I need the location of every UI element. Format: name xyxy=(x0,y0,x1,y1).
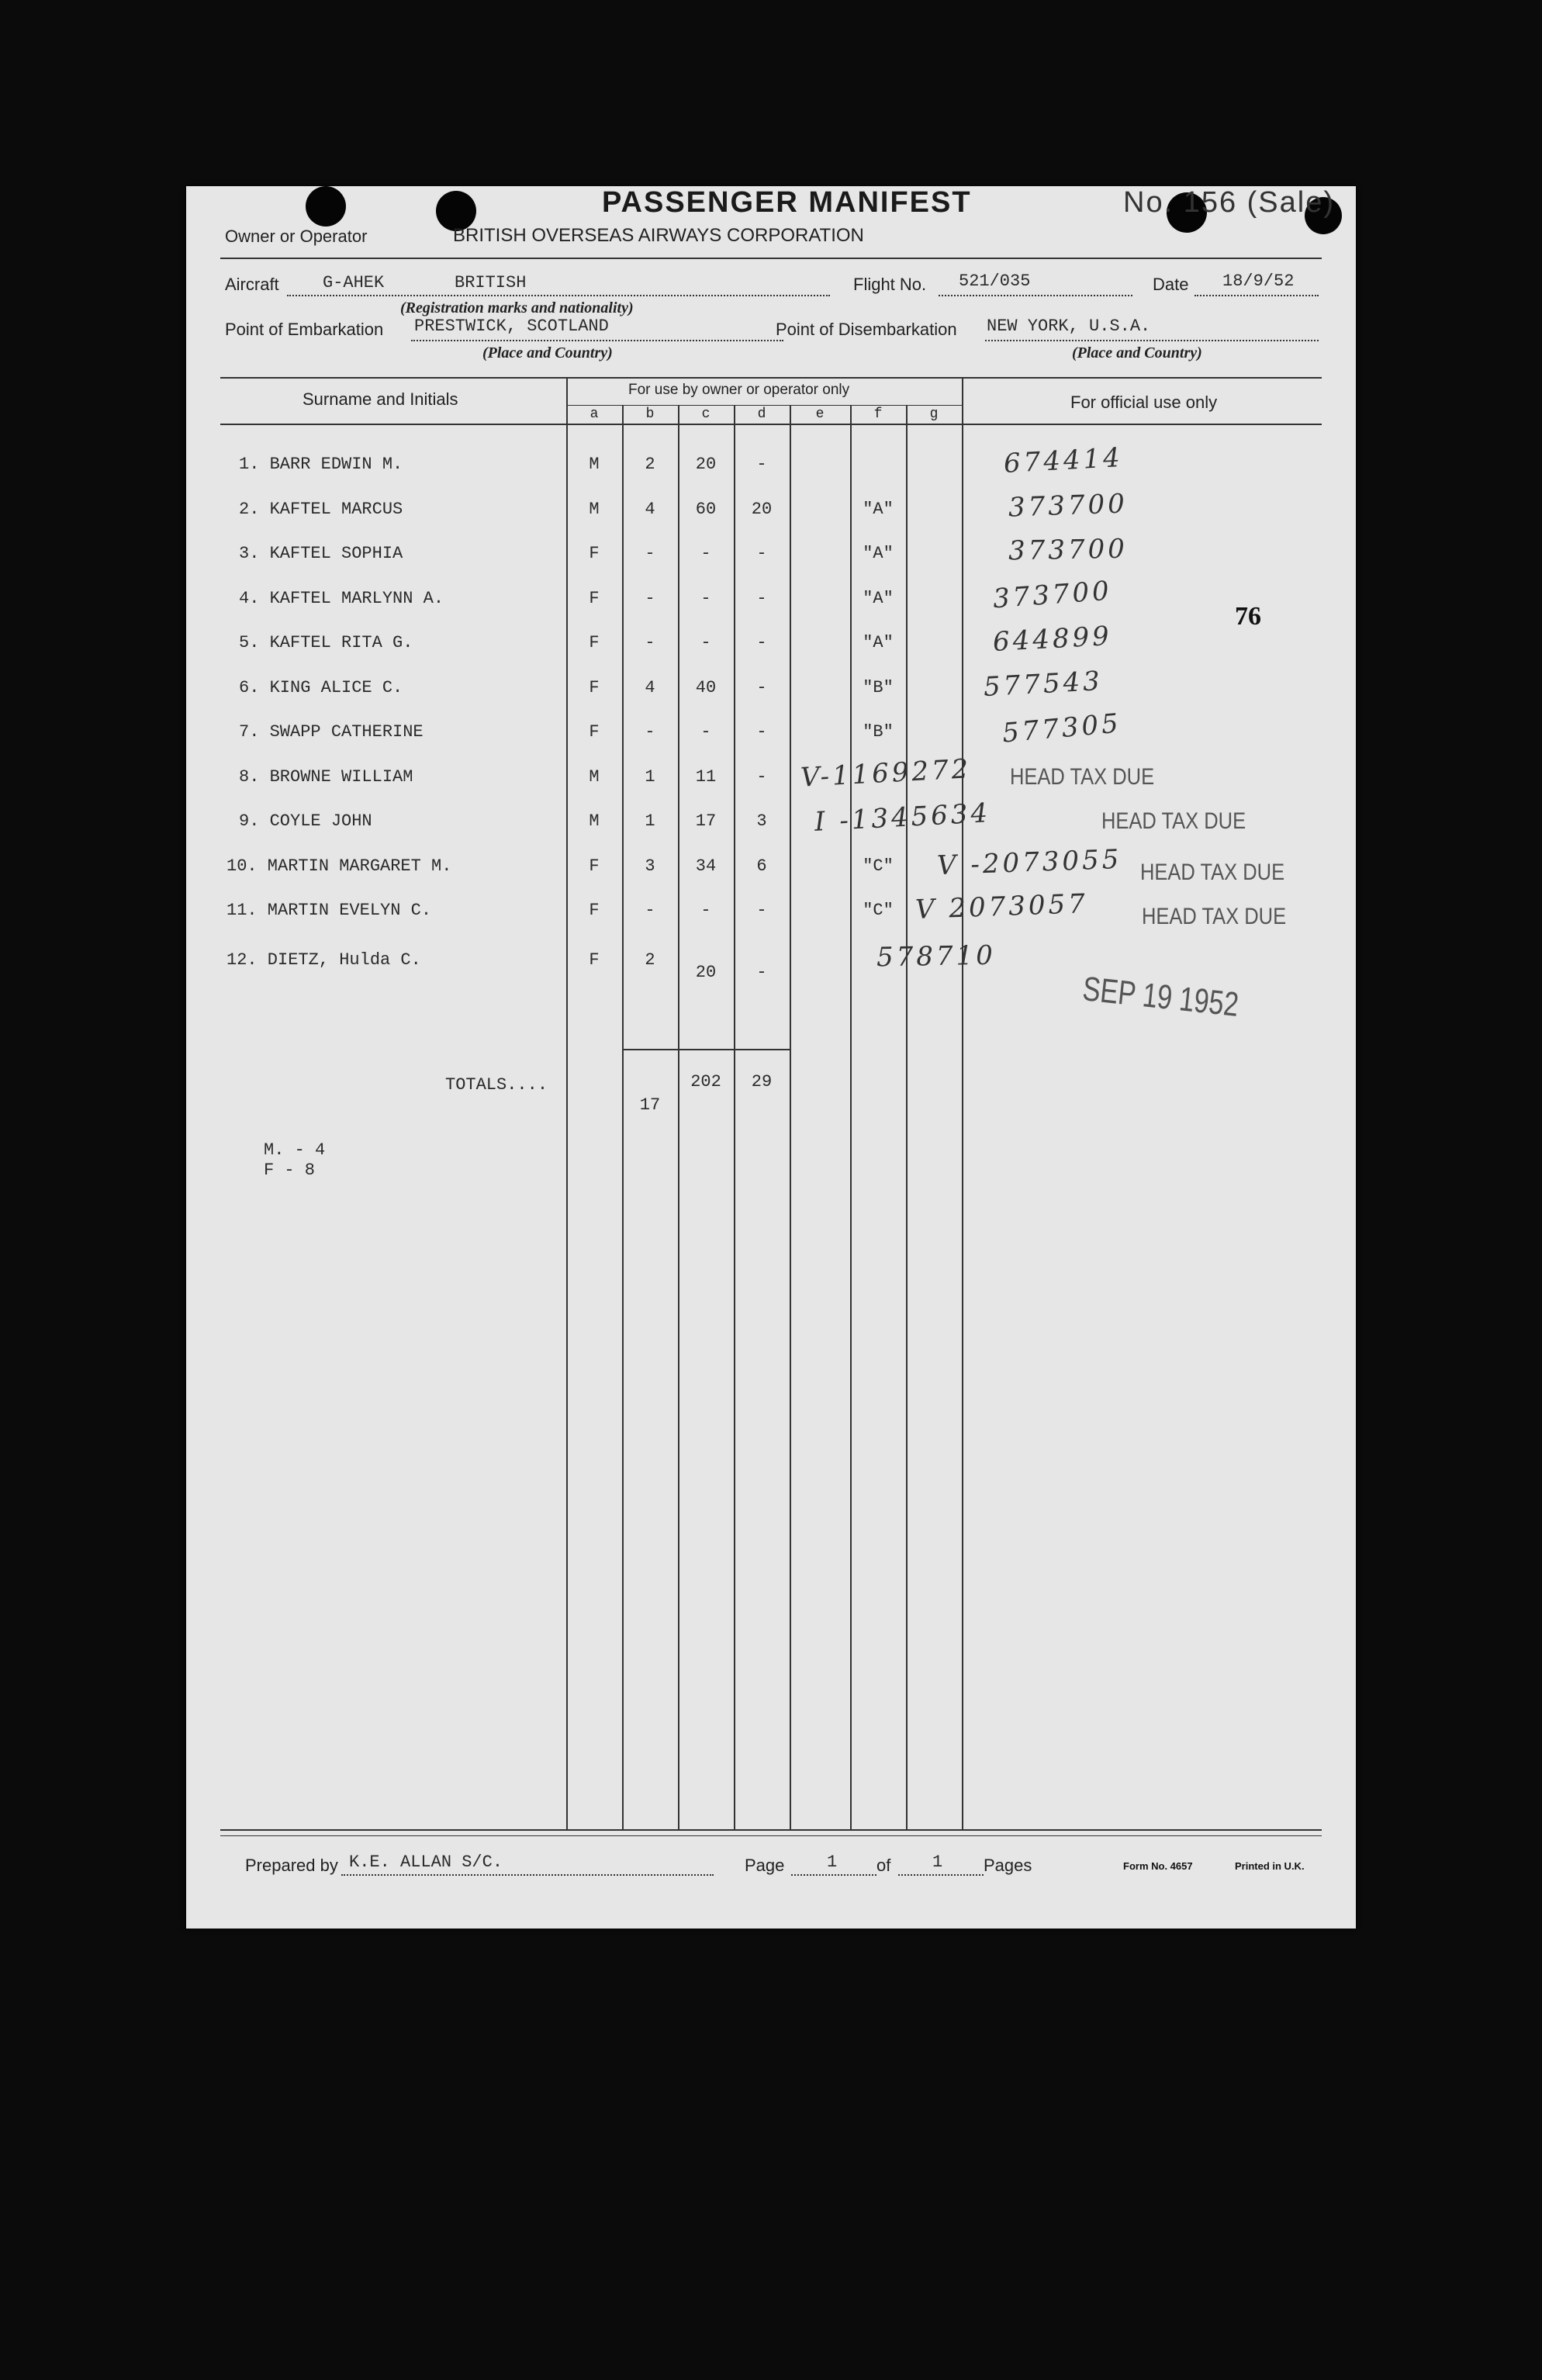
cell-a: M xyxy=(589,766,600,787)
form-number: Form No. 4657 xyxy=(1123,1860,1193,1872)
cell-c: 11 xyxy=(695,766,717,787)
cell-d: - xyxy=(756,588,767,608)
cell-a: F xyxy=(589,588,600,608)
of-value: 1 xyxy=(932,1852,943,1872)
cell-b: - xyxy=(645,633,655,652)
cell-f: "A" xyxy=(863,588,894,608)
official-handwritten-number: 674414 xyxy=(1003,442,1124,479)
female-count: F - 8 xyxy=(264,1161,316,1180)
cell-c: 34 xyxy=(695,856,717,876)
cell-d: - xyxy=(756,544,767,563)
cell-a: F xyxy=(589,856,600,876)
cell-d: - xyxy=(756,901,767,920)
passenger-name: 9. COYLE JOHN xyxy=(239,811,372,831)
total-d: 29 xyxy=(751,1072,773,1091)
passenger-name: 12. DIETZ, Hulda C. xyxy=(226,950,421,970)
head-tax-due-stamp: HEAD TAX DUE xyxy=(1140,859,1285,885)
cell-f: "A" xyxy=(863,499,894,519)
passenger-name: 8. BROWNE WILLIAM xyxy=(239,766,413,787)
cell-a: F xyxy=(589,544,600,563)
passenger-name: 1. BARR EDWIN M. xyxy=(239,455,403,474)
col-line-b xyxy=(622,405,624,1829)
official-handwritten-number: 373700 xyxy=(1008,533,1129,567)
cell-a: M xyxy=(589,811,600,831)
head-tax-due-stamp: HEAD TAX DUE xyxy=(1142,904,1287,929)
cell-a: F xyxy=(589,633,600,652)
of-line xyxy=(898,1874,984,1876)
cell-b: 4 xyxy=(645,499,655,519)
aircraft-line xyxy=(287,295,830,296)
table-header-rule xyxy=(220,424,1322,425)
aircraft-label: Aircraft xyxy=(225,275,279,294)
official-handwritten-number: 373700 xyxy=(1008,487,1129,524)
col-header-c: c xyxy=(701,406,710,422)
cell-c: - xyxy=(700,633,711,652)
cell-c: 40 xyxy=(695,677,717,697)
footer-rule xyxy=(220,1835,1322,1836)
col-line-f xyxy=(850,405,852,1829)
cell-a: F xyxy=(589,677,600,697)
total-c: 202 xyxy=(690,1072,721,1091)
cell-b: - xyxy=(645,544,655,563)
embark-note: (Place and Country) xyxy=(482,344,613,361)
prepared-value: K.E. ALLAN S/C. xyxy=(349,1852,503,1872)
pages-label: Pages xyxy=(984,1856,1032,1875)
flight-line xyxy=(939,295,1132,296)
total-b: 17 xyxy=(639,1095,661,1115)
aircraft-nationality: BRITISH xyxy=(455,273,527,292)
passenger-name: 7. SWAPP CATHERINE xyxy=(239,722,424,742)
cell-b: - xyxy=(645,901,655,920)
male-count: M. - 4 xyxy=(264,1140,326,1160)
cell-d: 20 xyxy=(751,499,773,519)
cell-c: 60 xyxy=(695,499,717,519)
cell-d: 6 xyxy=(756,856,767,876)
cell-f: "C" xyxy=(863,856,894,876)
cell-b: - xyxy=(645,722,655,742)
disembark-label: Point of Disembarkation xyxy=(776,320,957,339)
cell-f: "A" xyxy=(863,633,894,652)
embark-value: PRESTWICK, SCOTLAND xyxy=(414,317,609,336)
passenger-name: 4. KAFTEL MARLYNN A. xyxy=(239,588,444,608)
official-header: For official use only xyxy=(1070,393,1218,412)
printed-note: Printed in U.K. xyxy=(1235,1860,1305,1872)
cell-a: M xyxy=(589,455,600,474)
official-handwritten-number: 373700 xyxy=(991,575,1114,614)
cell-d: - xyxy=(756,722,767,742)
col-header-b: b xyxy=(645,406,655,422)
disembark-line xyxy=(985,340,1319,341)
cell-b: 3 xyxy=(645,856,655,876)
cell-c: - xyxy=(700,722,711,742)
col-line-d xyxy=(734,405,735,1829)
official-handwritten-number: 644899 xyxy=(992,621,1113,658)
cell-c: 20 xyxy=(695,962,717,982)
date-value: 18/9/52 xyxy=(1222,272,1295,291)
cell-d: 3 xyxy=(756,811,767,831)
totals-rule xyxy=(622,1049,790,1050)
col-line-c xyxy=(678,405,679,1829)
cell-f: "B" xyxy=(863,722,894,742)
side-number: 76 xyxy=(1235,602,1261,631)
col-line-official xyxy=(962,379,963,1829)
embark-line xyxy=(411,340,783,341)
cell-d: - xyxy=(756,766,767,787)
page-title: PASSENGER MANIFEST xyxy=(602,186,972,219)
head-tax-due-stamp: HEAD TAX DUE xyxy=(1101,808,1246,834)
date-line xyxy=(1195,295,1319,296)
disembark-note: (Place and Country) xyxy=(1072,344,1202,361)
cell-d: - xyxy=(756,633,767,652)
col-header-a: a xyxy=(589,406,599,422)
cell-c: - xyxy=(700,901,711,920)
cell-f: "C" xyxy=(863,901,894,920)
official-handwritten-number: V -2073055 xyxy=(936,843,1122,881)
col-header-g: g xyxy=(929,406,939,422)
official-handwritten-number: V-1169272 xyxy=(800,752,973,794)
cell-b: 2 xyxy=(645,455,655,474)
passenger-name: 10. MARTIN MARGARET M. xyxy=(226,856,452,876)
passenger-name: 2. KAFTEL MARCUS xyxy=(239,499,403,519)
official-handwritten-number: V 2073057 xyxy=(914,888,1089,925)
cell-d: - xyxy=(756,962,767,982)
cell-b: 1 xyxy=(645,766,655,787)
manifest-number: No. 156 (Sale) xyxy=(1123,186,1336,219)
owner-label: Owner or Operator xyxy=(225,227,368,246)
col-header-e: e xyxy=(815,406,825,422)
cell-d: - xyxy=(756,677,767,697)
passenger-name: 5. KAFTEL RITA G. xyxy=(239,633,413,652)
table-top-rule xyxy=(220,377,1322,379)
passenger-name: 6. KING ALICE C. xyxy=(239,677,403,697)
manifest-sheet xyxy=(186,186,1356,1929)
page-value: 1 xyxy=(827,1852,838,1872)
cell-a: M xyxy=(589,499,600,519)
cell-c: - xyxy=(700,544,711,563)
flight-label: Flight No. xyxy=(853,275,927,294)
cell-f: "A" xyxy=(863,544,894,563)
col-header-f: f xyxy=(873,406,883,422)
punch-hole-left xyxy=(306,186,346,227)
cell-c: - xyxy=(700,588,711,608)
official-handwritten-number: 577305 xyxy=(1001,707,1123,749)
owner-use-header: For use by owner or operator only xyxy=(628,382,850,398)
aircraft-note: (Registration marks and nationality) xyxy=(400,299,634,317)
owner-value: BRITISH OVERSEAS AIRWAYS CORPORATION xyxy=(453,225,864,246)
cell-c: 20 xyxy=(695,455,717,474)
official-handwritten-number: 578710 xyxy=(876,939,997,973)
cell-b: 1 xyxy=(645,811,655,831)
date-stamp: SEP 19 1952 xyxy=(1080,970,1241,1024)
col-line-e xyxy=(790,405,791,1829)
embark-label: Point of Embarkation xyxy=(225,320,384,339)
of-label: of xyxy=(876,1856,891,1875)
cell-b: 4 xyxy=(645,677,655,697)
cell-a: F xyxy=(589,950,600,970)
head-tax-due-stamp: HEAD TAX DUE xyxy=(1010,763,1155,790)
prepared-label: Prepared by xyxy=(245,1856,338,1875)
cell-d: - xyxy=(756,455,767,474)
header-rule xyxy=(220,258,1322,259)
cell-a: F xyxy=(589,901,600,920)
col-line-g xyxy=(906,405,908,1829)
cell-b: 2 xyxy=(645,950,655,970)
totals-label: TOTALS.... xyxy=(445,1075,548,1095)
aircraft-value: G-AHEK xyxy=(323,273,385,292)
owner-use-rule xyxy=(566,405,962,406)
passenger-name: 11. MARTIN EVELYN C. xyxy=(226,901,432,920)
page-label: Page xyxy=(745,1856,785,1875)
date-label: Date xyxy=(1153,275,1189,294)
surname-header: Surname and Initials xyxy=(303,389,458,409)
cell-f: "B" xyxy=(863,677,894,697)
disembark-value: NEW YORK, U.S.A. xyxy=(987,317,1151,336)
page-line xyxy=(791,1874,876,1876)
cell-c: 17 xyxy=(695,811,717,831)
cell-b: - xyxy=(645,588,655,608)
table-bottom-rule xyxy=(220,1829,1322,1831)
passenger-name: 3. KAFTEL SOPHIA xyxy=(239,544,403,563)
prepared-line xyxy=(341,1874,714,1876)
official-handwritten-number: I -1345634 xyxy=(814,797,992,838)
col-header-d: d xyxy=(757,406,766,422)
flight-value: 521/035 xyxy=(959,272,1031,291)
cell-a: F xyxy=(589,722,600,742)
official-handwritten-number: 577543 xyxy=(983,665,1104,703)
